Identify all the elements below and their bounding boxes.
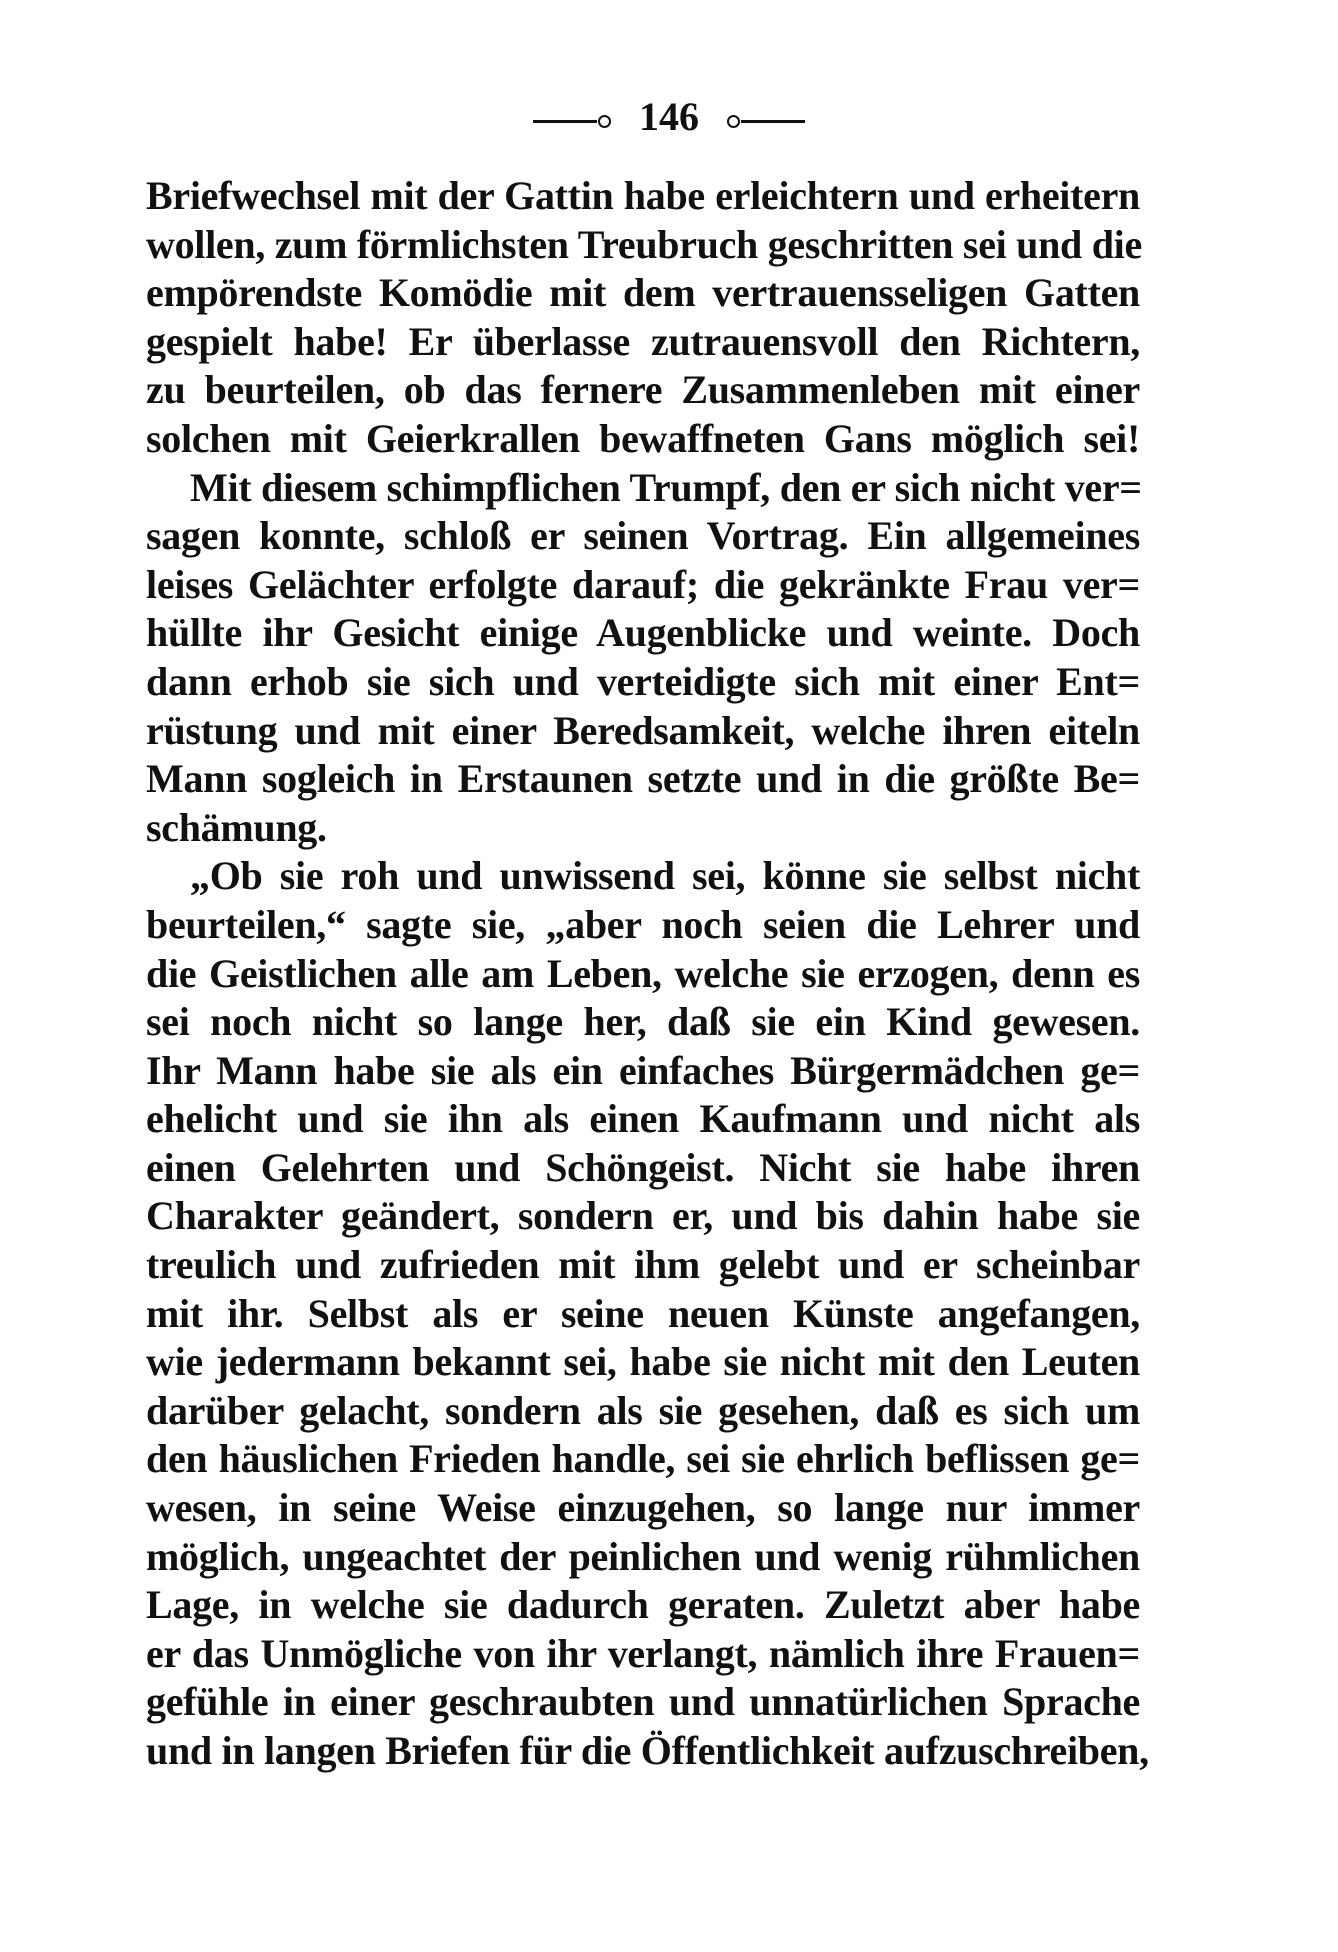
text-line: Briefwechsel mit der Gattin habe erleichtern und erheitern	[146, 173, 1140, 218]
text-line: Mann sogleich in Erstaunen setzte und in die größte Be=	[146, 756, 1140, 802]
text-line: wesen, in seine Weise einzugehen, so lange nur immer	[146, 1485, 1140, 1531]
text-line: dann erhob sie sich und verteidigte sich mit einer Ent=	[146, 658, 1140, 704]
text-line: ehelicht und sie ihn als einen Kaufmann und nicht als	[146, 1096, 1140, 1142]
text-line: sei noch nicht so lange her, daß sie ein Kind gewesen.	[146, 999, 1140, 1045]
text-line: wollen, zum förmlichsten Treubruch geschritten sei und die	[146, 221, 1142, 267]
page-header	[0, 92, 1338, 142]
text-line: möglich, ungeachtet der peinlichen und wenig rühmlichen	[146, 1533, 1140, 1579]
text-line: beurteilen,“ sagte sie, „aber noch seien die Lehrer und	[146, 901, 1140, 947]
text-line: treulich und zufrieden mit ihm gelebt und er scheinbar	[146, 1242, 1140, 1288]
ornament-left-icon	[533, 114, 611, 128]
text-line: den häuslichen Frieden handle, sei sie ehrlich beflissen ge=	[146, 1436, 1140, 1482]
text-line: darüber gelacht, sondern als sie gesehen, daß es sich um	[146, 1387, 1140, 1433]
text-line: solchen mit Geierkrallen bewaffneten Gans möglich sei!	[146, 415, 1140, 461]
text-line: Ihr Mann habe sie als ein einfaches Bürgermädchen ge=	[146, 1047, 1140, 1093]
text-line: Mit diesem schimpflichen Trumpf, den er sich nicht ver=	[190, 464, 1142, 510]
text-line: empörendste Komödie mit dem vertrauensseligen Gatten	[146, 270, 1140, 316]
text-line: Lage, in welche sie dadurch geraten. Zuletzt aber habe	[146, 1582, 1140, 1628]
page-body-text	[146, 172, 1149, 1776]
text-line: rüstung und mit einer Beredsamkeit, welche ihren eiteln	[146, 707, 1140, 753]
text-line: gefühle in einer geschraubten und unnatürlichen Sprache	[146, 1679, 1140, 1725]
text-line: mit ihr. Selbst als er seine neuen Künste angefangen,	[146, 1290, 1140, 1336]
text-line: sagen konnte, schloß er seinen Vortrag. Ein allgemeines	[146, 513, 1140, 559]
text-line: zu beurteilen, ob das fernere Zusammenleben mit einer	[146, 367, 1140, 413]
text-line: wie jedermann bekannt sei, habe sie nicht mit den Leuten	[146, 1339, 1140, 1385]
page-number: 146	[639, 94, 699, 139]
text-line: schämung.	[146, 804, 327, 850]
text-line: „Ob sie roh und unwissend sei, könne sie selbst nicht	[190, 853, 1140, 899]
text-line: gespielt habe! Er überlasse zutrauensvoll den Richtern,	[146, 318, 1140, 364]
text-line: einen Gelehrten und Schöngeist. Nicht sie habe ihren	[146, 1144, 1140, 1190]
text-line: hüllte ihr Gesicht einige Augenblicke und weinte. Doch	[146, 610, 1140, 656]
text-line: und in langen Briefen für die Öffentlichkeit aufzuschreiben,	[146, 1728, 1149, 1773]
text-line: er das Unmögliche von ihr verlangt, nämlich ihre Frauen=	[146, 1630, 1140, 1676]
text-line: Charakter geändert, sondern er, und bis dahin habe sie	[146, 1193, 1140, 1239]
text-line: die Geistlichen alle am Leben, welche sie erzogen, denn es	[146, 950, 1140, 996]
ornament-right-icon	[727, 114, 805, 128]
text-line: leises Gelächter erfolgte darauf; die gekränkte Frau ver=	[146, 561, 1140, 607]
